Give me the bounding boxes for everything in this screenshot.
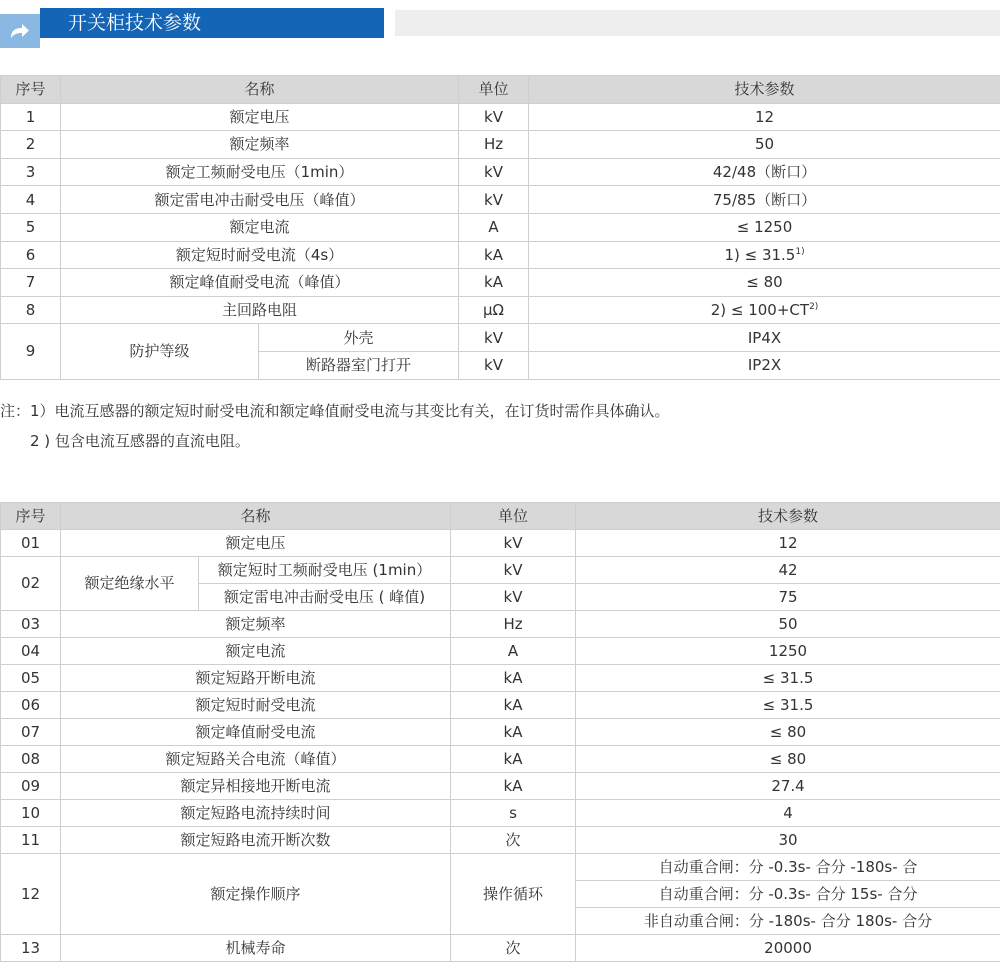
row-name: 外壳 [259,324,459,352]
table-row [1,269,1000,297]
row-value: 75 [576,584,1000,611]
row-value: 2) ≤ 100+CT [710,301,810,320]
row-no: 03 [1,611,61,638]
row-value: 12 [576,530,1000,557]
row-name: 额定短路关合电流（峰值） [61,746,451,773]
row-value: 27.4 [576,773,1000,800]
row-no: 4 [1,186,61,214]
row-value: 1250 [576,638,1000,665]
row-no: 13 [1,935,61,962]
table-header [1,503,1000,530]
row-no: 1 [1,103,61,131]
row-unit: kV [451,530,576,557]
row-unit: 次 [451,827,576,854]
table-row [1,800,1000,827]
table-row [1,557,1000,584]
table-row [1,854,1000,881]
row-no: 06 [1,692,61,719]
forward-arrow-icon [8,21,32,41]
row-unit: 操作循环 [451,854,576,935]
row-name: 额定电流 [61,213,459,241]
row-unit: μΩ [459,296,529,324]
row-unit: kA [459,269,529,297]
row-name: 额定雷电冲击耐受电压 ( 峰值) [199,584,451,611]
spec-table-1 [0,75,1000,380]
row-unit: s [451,800,576,827]
table-row [1,719,1000,746]
header-right-bar [395,10,1000,36]
table-row [1,935,1000,962]
section-header [0,8,1000,40]
row-name: 额定短路电流开断次数 [61,827,451,854]
row-group-name: 防护等级 [61,324,259,379]
row-no: 05 [1,665,61,692]
row-name: 额定峰值耐受电流（峰值） [61,269,459,297]
row-value: ≤ 80 [529,269,1000,297]
row-unit: Hz [451,611,576,638]
row-value: 1) ≤ 31.5 [724,245,796,264]
col-header-no: 序号 [1,76,61,104]
row-no: 8 [1,296,61,324]
row-value: ≤ 1250 [529,213,1000,241]
col-header-value: 技术参数 [576,503,1000,530]
row-unit: kV [451,557,576,584]
table-row [1,186,1000,214]
row-name: 额定工频耐受电压（1min） [61,158,459,186]
row-value: 20000 [576,935,1000,962]
col-header-value: 技术参数 [529,76,1000,104]
row-name: 额定峰值耐受电流 [61,719,451,746]
row-value: 12 [529,103,1000,131]
table-row [1,131,1000,159]
table-row [1,158,1000,186]
row-value: 自动重合闸：分 -0.3s- 合分 15s- 合分 [576,881,1000,908]
row-value: 50 [576,611,1000,638]
table-row [1,103,1000,131]
row-unit: kA [451,692,576,719]
table-row [1,773,1000,800]
row-name: 额定短时耐受电流（4s） [61,241,459,269]
row-value: 42 [576,557,1000,584]
row-no: 6 [1,241,61,269]
row-no: 5 [1,213,61,241]
row-unit: A [459,213,529,241]
row-value: 自动重合闸：分 -0.3s- 合分 -180s- 合 [576,854,1000,881]
row-name: 主回路电阻 [61,296,459,324]
row-no: 04 [1,638,61,665]
table-row [1,241,1000,269]
table-row [1,611,1000,638]
row-no: 12 [1,854,61,935]
row-unit: kV [459,351,529,379]
row-name: 额定频率 [61,131,459,159]
row-value: 50 [529,131,1000,159]
col-header-name: 名称 [61,503,451,530]
row-name: 额定雷电冲击耐受电压（峰值） [61,186,459,214]
row-unit: A [451,638,576,665]
row-unit: Hz [459,131,529,159]
row-name: 额定异相接地开断电流 [61,773,451,800]
footnote-2: 2 ) 包含电流互感器的直流电阻。 [30,432,250,450]
row-value: 42/48（断口） [529,158,1000,186]
table-row [1,692,1000,719]
col-header-name: 名称 [61,76,459,104]
row-name: 额定电压 [61,103,459,131]
row-no: 07 [1,719,61,746]
row-name: 额定短路开断电流 [61,665,451,692]
row-value: IP4X [529,324,1000,352]
table-row [1,213,1000,241]
table-row [1,324,1000,352]
row-unit: kA [451,773,576,800]
row-unit: kV [451,584,576,611]
row-name: 额定短路电流持续时间 [61,800,451,827]
row-no: 3 [1,158,61,186]
row-value: 非自动重合闸：分 -180s- 合分 180s- 合分 [576,908,1000,935]
row-name: 额定频率 [61,611,451,638]
row-unit: kA [451,746,576,773]
row-group-name: 额定绝缘水平 [61,557,199,611]
row-name: 额定短时工频耐受电压 (1min） [199,557,451,584]
row-no: 2 [1,131,61,159]
row-value: ≤ 80 [576,746,1000,773]
footnote-1: 注：1）电流互感器的额定短时耐受电流和额定峰值耐受电流与其变比有关，在订货时需作具体确认。 [0,402,670,420]
row-unit: kV [459,103,529,131]
col-header-unit: 单位 [451,503,576,530]
row-value: ≤ 31.5 [576,665,1000,692]
page-title: 开关柜技术参数 [40,8,384,38]
footnotes [0,396,670,456]
row-no: 10 [1,800,61,827]
spec-table-2 [0,502,1000,962]
row-unit: kA [459,241,529,269]
table-row [1,638,1000,665]
col-header-unit: 单位 [459,76,529,104]
row-no: 08 [1,746,61,773]
footnote-marker: 1) [795,246,805,257]
row-value: 75/85（断口） [529,186,1000,214]
row-unit: kV [459,186,529,214]
row-unit: kV [459,158,529,186]
footnote-marker: 2) [809,302,819,313]
row-value: ≤ 80 [576,719,1000,746]
row-no: 02 [1,557,61,611]
row-name: 额定电流 [61,638,451,665]
row-value: IP2X [529,351,1000,379]
row-name: 机械寿命 [61,935,451,962]
row-unit: kA [451,665,576,692]
table-header [1,76,1000,104]
row-name: 额定电压 [61,530,451,557]
row-no: 7 [1,269,61,297]
row-unit: 次 [451,935,576,962]
row-no: 9 [1,324,61,379]
col-header-no: 序号 [1,503,61,530]
table-row [1,530,1000,557]
row-no: 09 [1,773,61,800]
row-value: 30 [576,827,1000,854]
table-row [1,746,1000,773]
row-value: ≤ 31.5 [576,692,1000,719]
row-unit: kA [451,719,576,746]
table-row [1,296,1000,324]
row-name: 额定操作顺序 [61,854,451,935]
row-no: 11 [1,827,61,854]
header-icon-box [0,14,40,48]
table-row [1,665,1000,692]
row-no: 01 [1,530,61,557]
table-row [1,827,1000,854]
row-name: 额定短时耐受电流 [61,692,451,719]
row-value: 4 [576,800,1000,827]
row-value-cell [529,296,1000,324]
row-value-cell [529,241,1000,269]
row-name: 断路器室门打开 [259,351,459,379]
row-unit: kV [459,324,529,352]
